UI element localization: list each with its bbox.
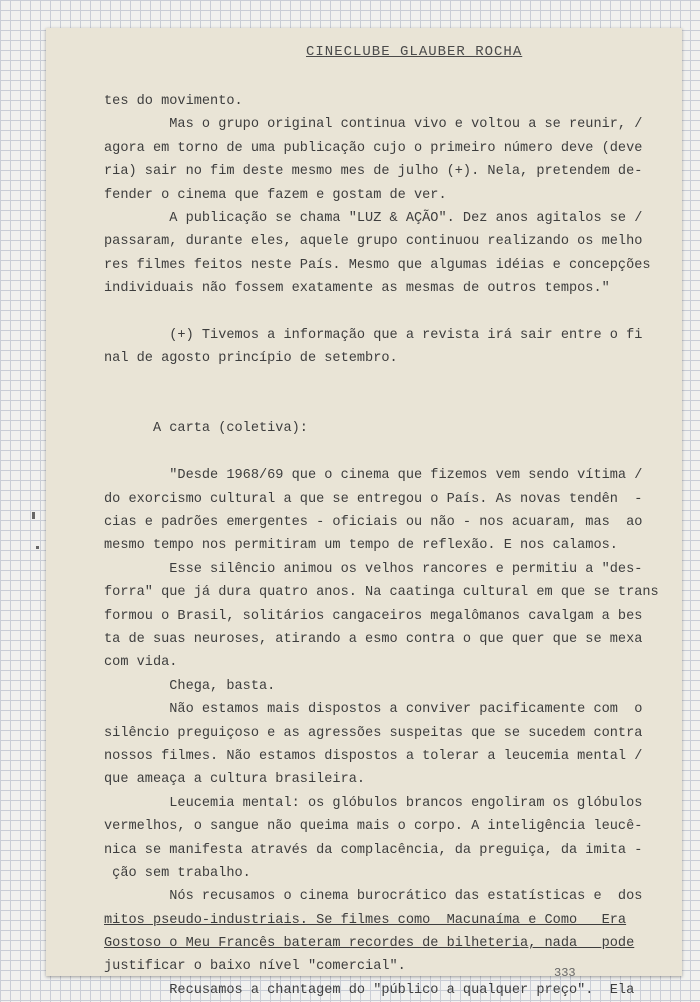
text-line: Mas o grupo original continua vivo e voltou a se reunir, / [104, 117, 643, 133]
margin-mark [36, 546, 39, 549]
text-line: ção sem trabalho. [104, 865, 251, 881]
page-number: 333 [554, 966, 576, 980]
blank-line [104, 394, 652, 417]
text-line: silêncio preguiçoso e as agressões suspeitas que se sucedem contra [104, 725, 643, 741]
text-line: nossos filmes. Não estamos dispostos a tolerar a leucemia mental / [104, 748, 643, 764]
text-line: ta de suas neuroses, atirando a esmo contra o que quer que se mexa [104, 631, 643, 647]
blank-line [104, 301, 652, 324]
text-line: ria) sair no fim deste mesmo mes de julho (+). Nela, pretendem de- [104, 164, 643, 180]
page-header-title: CINECLUBE GLAUBER ROCHA [306, 44, 523, 60]
margin-mark [32, 512, 35, 519]
text-line: justificar o baixo nível "comercial". [104, 959, 406, 975]
section-heading: A carta (coletiva): [104, 421, 308, 437]
text-line: que ameaça a cultura brasileira. [104, 772, 366, 788]
text-line: mesmo tempo nos permitiram um tempo de reflexão. E nos calamos. [104, 538, 618, 554]
text-line: tes do movimento. [104, 94, 243, 109]
footnote-line: (+) Tivemos a informação que a revista irá sair entre o fi [104, 327, 643, 343]
text-line: res filmes feitos neste País. Mesmo que algumas idéias e concepções [104, 257, 651, 273]
text-line: nica se manifesta através da complacência, da preguiça, da imita - [104, 842, 643, 858]
text-line: Chega, basta. [104, 678, 276, 694]
blank-line [104, 441, 652, 464]
text-line: formou o Brasil, solitários cangaceiros megalômanos cavalgam a bes [104, 608, 643, 624]
text-line-film-titles: Gostoso o Meu Francês bateram recordes de bilheteria, nada pode [104, 936, 635, 952]
text-line: Nós recusamos o cinema burocrático das estatísticas e dos [104, 889, 643, 905]
text-line: vermelhos, o sangue não queima mais o corpo. A inteligência leucê- [104, 819, 643, 835]
text-line-film-titles: mitos pseudo-industriais. Se filmes como Macunaíma e Como Era [104, 912, 627, 928]
text-line: A publicação se chama "LUZ & AÇÃO". Dez anos agitalos se / [104, 210, 643, 226]
text-line: Recusamos a chantagem do "público a qualquer preço". Ela [104, 982, 635, 998]
typewritten-page [46, 28, 682, 998]
typewritten-body [104, 90, 659, 1002]
blank-line [104, 371, 652, 394]
text-line: fender o cinema que fazem e gostam de ver. [104, 187, 447, 203]
footnote-line: nal de agosto princípio de setembro. [104, 351, 398, 367]
text-line: cias e padrões emergentes - oficiais ou não - nos acuaram, mas ao [104, 515, 643, 531]
text-line: agora em torno de uma publicação cujo o primeiro número deve (deve [104, 140, 643, 156]
text-line: "Desde 1968/69 que o cinema que fizemos vem sendo vítima / [104, 468, 643, 484]
text-line: forra" que já dura quatro anos. Na caatinga cultural em que se trans [104, 585, 659, 601]
text-line: individuais não fossem exatamente as mesmas de outros tempos." [104, 281, 610, 297]
text-line: do exorcismo cultural a que se entregou o País. As novas tendên - [104, 491, 643, 507]
text-line: com vida. [104, 655, 178, 671]
text-line: passaram, durante eles, aquele grupo continuou realizando os melho [104, 234, 643, 250]
text-line: Leucemia mental: os glóbulos brancos engoliram os glóbulos [104, 795, 643, 811]
text-line: Esse silêncio animou os velhos rancores e permitiu a "des- [104, 561, 643, 577]
text-line: Não estamos mais dispostos a conviver pacificamente com o [104, 702, 643, 718]
